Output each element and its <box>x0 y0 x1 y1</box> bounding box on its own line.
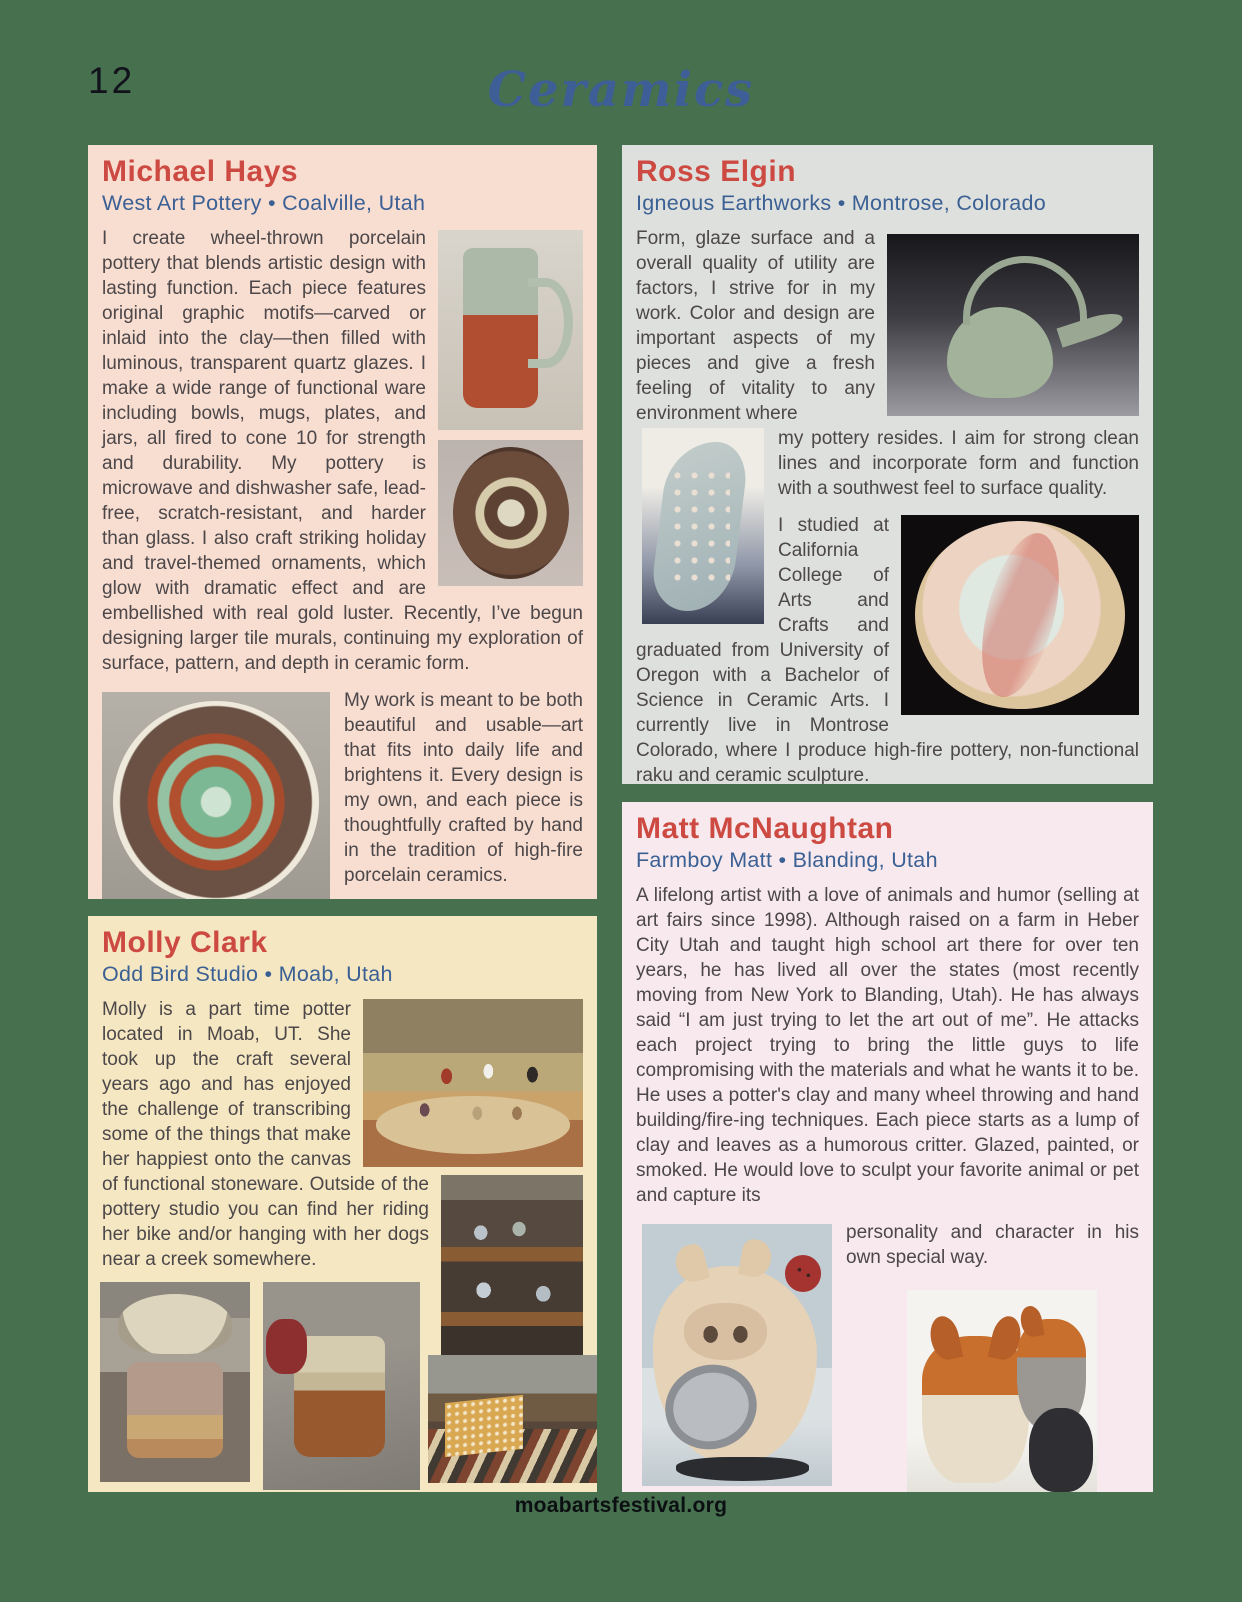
bio-paragraph: A lifelong artist with a love of animals and humor (selling at art fairs since 1998). Although raised on a farm in Heber City Utah and taught high school art there for over ten years, he has lived all over the states (most recently moving from New York to Blanding, Utah). He has always said “I am just trying to let the art out of me”. He attacks each project trying to bring the little guys to life compromising with the materials and what he wants it to be. He uses a potter's clay and many wheel throwing and hand building/fire-ing techniques. Each piece starts as a lump of clay and leaves as a humorous critter. Glazed, painted, or smoked. He would love to sculpt your favorite animal or pet and capture its <box>636 885 1139 1206</box>
bio-paragraph: My work is meant to be both beautiful and usable—art that fits into daily life and brightens it. Every design is my own, and each piece is thoughtfully crafted by hand in the tradition of high-fire porcelain ceramics. <box>344 690 583 886</box>
photo-floral-vase <box>642 428 764 624</box>
bio-paragraph: Form, glaze surface and a overall quality of utility are factors, I strive for in my work. Color and design are important aspects of my pieces and give a fresh feeling of vitality to any environment where <box>636 228 875 424</box>
photo-floral-platter <box>901 515 1139 715</box>
cat-shape <box>1029 1408 1094 1492</box>
pig-ear-shape <box>738 1237 774 1278</box>
photo-brown-plate <box>438 440 583 586</box>
photo-shelf-mugs <box>441 1175 583 1355</box>
page-number: 12 <box>88 60 136 101</box>
photo-green-teapot <box>887 234 1139 416</box>
photo-corgi-sculptures <box>907 1290 1097 1492</box>
artist-card-michael-hays <box>88 145 597 899</box>
bio-paragraph: I studied at California College of Arts and Crafts and graduated from University of Oregon with a Bachelor of Science in Ceramic Arts. I currently live in Montrose Colorado, where I produce high-fire pottery, non-functional raku and ceramic sculpture. <box>636 515 1139 784</box>
artist-bio <box>102 226 583 888</box>
bio-paragraph: I create wheel-thrown porcelain pottery that blends artistic design with lasting function. Each piece features original graphic motifs—carved or inlaid into the clay—then filled with luminous, transparent quartz glazes. I make a wide range of functional ware including bowls, mugs, plates, and jars, all fired to cone 10 for strength and durability. My pottery is microwave and dishwasher safe, lead-free, scratch-resistant, and harder than glass. I also craft striking holiday and travel-themed ornaments, which glow with dramatic effect and are embellished with real gold luster. Recently, I’ve begun designing larger tile murals, continuing my exploration of surface, pattern, and depth in ceramic form. <box>102 228 583 674</box>
photo-mugs-on-rock <box>363 999 583 1167</box>
bio-paragraph: my pottery resides. I aim for strong clean lines and incorporate form and function with a southwest feel to surface quality. <box>778 428 1139 499</box>
artist-name: Molly Clark <box>102 926 268 959</box>
pig-ball-shape <box>785 1255 821 1292</box>
corgi-shape <box>922 1336 1028 1483</box>
photo-column <box>438 230 583 586</box>
photo-hummingbird-bowl <box>102 692 330 899</box>
artist-card-ross-elgin <box>622 145 1153 784</box>
pig-snout-shape <box>684 1303 768 1361</box>
photo-pig-sculpture <box>642 1224 832 1486</box>
teapot-spout-shape <box>1057 308 1125 347</box>
bio-paragraph: personality and character in his own special way. <box>846 1222 1139 1268</box>
pig-ear-shape <box>672 1242 710 1285</box>
bio-paragraph: Molly is a part time potter located in Moab, UT. She took up the craft several years ago and has enjoyed the challenge of transcribing some of the things that make her happiest onto the canvas of functional stoneware. Outside of the pottery studio you can find her riding her bike and/or hanging with her dogs near a creek somewhere. <box>102 999 429 1270</box>
artist-studio-location: Farmboy Matt • Blanding, Utah <box>636 848 938 872</box>
artist-bio <box>102 997 583 1272</box>
photo-carved-mug <box>438 230 583 430</box>
artist-bio <box>636 883 1139 1270</box>
artist-card-matt-mcnaughtan <box>622 802 1153 1492</box>
artist-studio-location: Odd Bird Studio • Moab, Utah <box>102 962 393 986</box>
pig-base-shape <box>676 1457 809 1481</box>
page-title: Ceramics <box>487 62 755 118</box>
photo-market-booth <box>428 1355 597 1483</box>
photo-mug-in-hand <box>263 1282 420 1490</box>
artist-name: Matt McNaughtan <box>636 812 894 845</box>
footer-website-url: moabartsfestival.org <box>514 1494 728 1517</box>
artist-bio <box>636 226 1139 784</box>
artist-studio-location: Igneous Earthworks • Montrose, Colorado <box>636 191 1047 215</box>
photo-bowl-and-mug-in-hand <box>100 1282 250 1482</box>
artist-studio-location: West Art Pottery • Coalville, Utah <box>102 191 426 215</box>
artist-name: Ross Elgin <box>636 155 797 188</box>
artist-name: Michael Hays <box>102 155 299 188</box>
artist-card-molly-clark <box>88 916 597 1492</box>
